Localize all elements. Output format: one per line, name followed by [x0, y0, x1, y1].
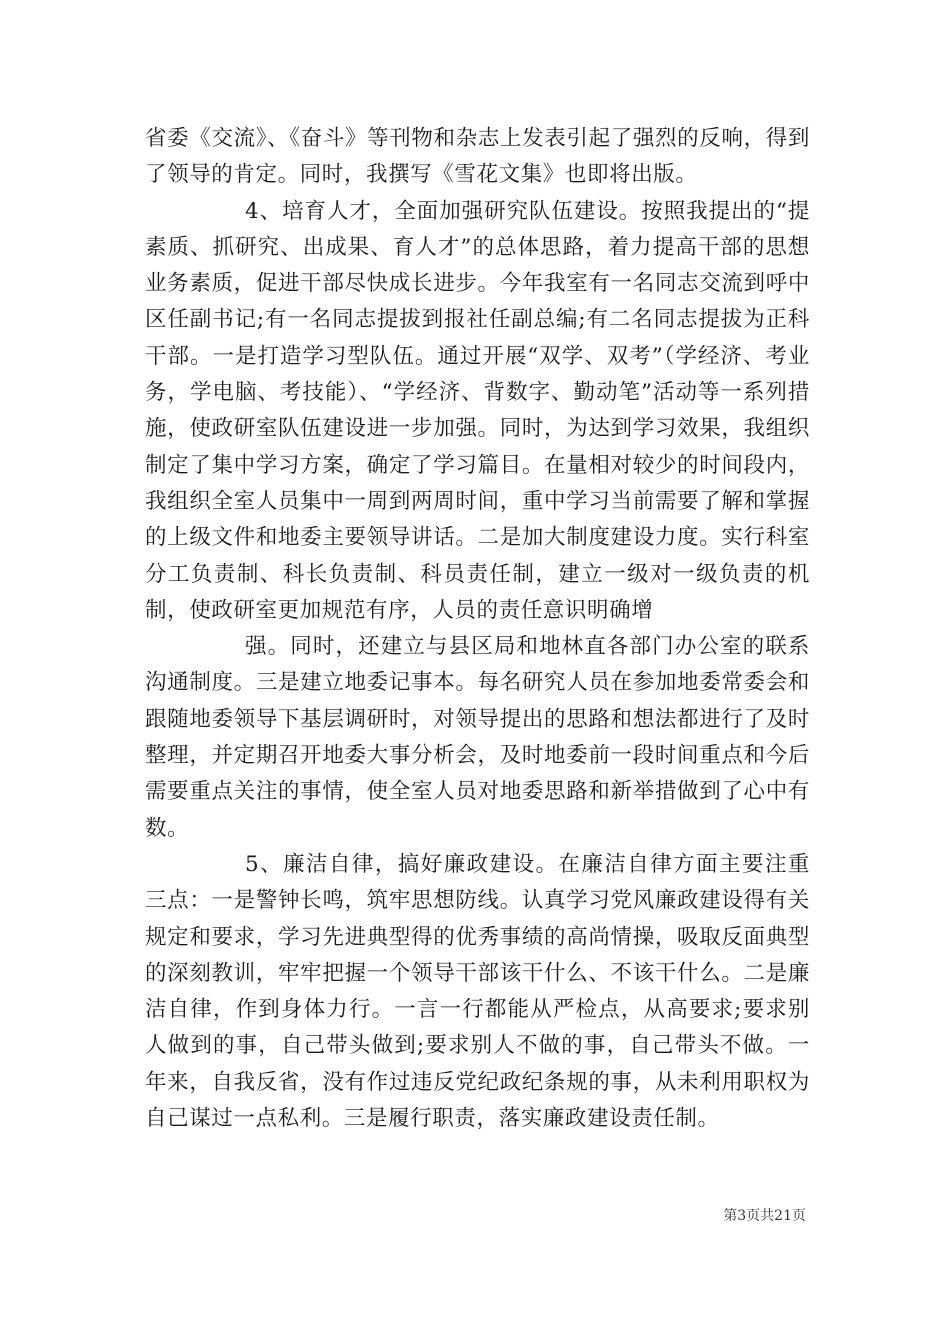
paragraph-continuation: 省委《交流》、《奋斗》等刊物和杂志上发表引起了强烈的反响，得到了领导的肯定。同时，我撰写《雪花文集》也即将出版。 — [145, 126, 810, 188]
page-number: 第3页共21页 — [723, 1208, 806, 1224]
paragraph-integrity: 5、廉洁自律，搞好廉政建设。在廉洁自律方面主要注重三点：一是警钟长鸣，筑牢思想防线。认真学习党风廉政建设得有关规定和要求，学习先进典型得的优秀事绩的高尚情操，吸取反面典型的深刻教训，牢牢把握一个领导干部该干什么、不该干什么。二是廉洁自律，作到身体力行。一言一行都能从严检点，从高要求;要求别人做到的事，自己带头做到;要求别人不做的事，自己带头不做。一年来，自我反省，没有作过违反党纪政纪条规的事，从未利用职权为自己谋过一点私利。三是履行职责，落实廉政建设责任制。 — [145, 851, 810, 1132]
paragraph-communication-system: 强。同时，还建立与县区局和地林直各部门办公室的联系沟通制度。三是建立地委记事本。每名研究人员在参加地委常委会和跟随地委领导下基层调研时，对领导提出的思路和想法都进行了及时整理，并定期召开地委大事分析会，及时地委前一段时间重点和今后需要重点关注的事情，使全室人员对地委思路和新举措做到了心中有数。 — [145, 634, 810, 841]
paragraph-talent-cultivation: 4、培育人才，全面加强研究队伍建设。按照我提出的“提素质、抓研究、出成果、育人才”的总体思路，着力提高干部的思想业务素质，促进干部尽快成长进步。今年我室有一名同志交流到呼中区任副书记;有一名同志提拔到报社任副总编;有二名同志提拔为正科干部。一是打造学习型队伍。通过开展“双学、双考”（学经济、考业务，学电脑、考技能）、“学经济、背数字、勤动笔”活动等一系列措施，使政研室队伍建设进一步加强。同时，为达到学习效果，我组织制定了集中学习方案，确定了学习篇目。在量相对较少的时间段内，我组织全室人员集中一周到两周时间，重中学习当前需要了解和掌握的上级文件和地委主要领导讲话。二是加大制度建设力度。实行科室分工负责制、科长负责制、科员责任制，建立一级对一级负责的机制，使政研室更加规范有序，人员的责任意识明确增 — [145, 198, 810, 623]
body-text — [145, 121, 810, 1137]
